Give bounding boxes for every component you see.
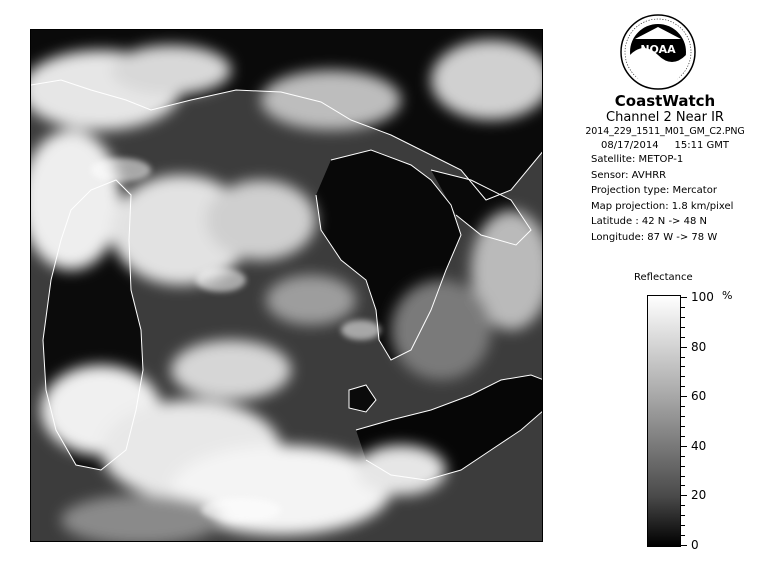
colorbar-minor-tick — [681, 505, 685, 506]
colorbar-tick-label: 0 — [691, 538, 699, 552]
colorbar-minor-tick — [681, 327, 685, 328]
map-projection-info: Map projection: 1.8 km/pixel — [591, 200, 734, 212]
sensor-info: Sensor: AVHRR — [591, 169, 667, 181]
colorbar-minor-tick — [681, 525, 685, 526]
brand-title: CoastWatch — [614, 92, 716, 110]
colorbar-minor-tick — [681, 366, 685, 367]
colorbar-minor-tick — [681, 376, 685, 377]
time-text: 15:11 GMT — [674, 140, 730, 151]
colorbar-major-tick — [681, 347, 687, 348]
colorbar-minor-tick — [681, 416, 685, 417]
legend-unit: % — [722, 289, 733, 302]
file-name: 2014_229_1511_M01_GM_C2.PNG — [585, 126, 745, 137]
colorbar-tick-label: 80 — [691, 339, 707, 354]
colorbar-minor-tick — [681, 476, 685, 477]
colorbar-minor-tick — [681, 406, 685, 407]
colorbar-major-tick — [681, 495, 687, 496]
colorbar-minor-tick — [681, 515, 685, 516]
colorbar-tick-label: 60 — [691, 389, 707, 404]
satellite-image — [31, 30, 543, 542]
colorbar-minor-tick — [681, 456, 685, 457]
colorbar-minor-tick — [681, 386, 685, 387]
colorbar-minor-tick — [681, 317, 685, 318]
colorbar-major-tick — [681, 545, 687, 546]
colorbar-minor-tick — [681, 426, 685, 427]
colorbar-major-tick — [681, 396, 687, 397]
info-panel — [565, 92, 765, 245]
channel-label: Channel 2 Near IR — [606, 110, 724, 125]
date-time — [565, 139, 765, 152]
noaa-logo-text: NOAA — [640, 43, 676, 56]
satellite-info: Satellite: METOP-1 — [591, 154, 684, 165]
colorbar-minor-tick — [681, 485, 685, 486]
colorbar-minor-tick — [681, 535, 685, 536]
colorbar-minor-tick — [681, 436, 685, 437]
colorbar-major-tick — [681, 297, 687, 298]
legend-title: Reflectance — [634, 272, 693, 283]
colorbar-minor-tick — [681, 337, 685, 338]
latitude-info: Latitude : 42 N -> 48 N — [591, 216, 707, 227]
colorbar-minor-tick — [681, 357, 685, 358]
projection-type-info: Projection type: Mercator — [591, 185, 717, 196]
satellite-map — [30, 29, 543, 542]
colorbar-tick-label: 40 — [691, 438, 707, 453]
noaa-logo-icon — [619, 13, 697, 91]
colorbar-minor-tick — [681, 307, 685, 308]
reflectance-colorbar — [647, 295, 681, 547]
colorbar-tick-label: 100 — [691, 290, 714, 304]
colorbar-major-tick — [681, 446, 687, 447]
colorbar-minor-tick — [681, 466, 685, 467]
date-text: 08/17/2014 — [600, 140, 659, 151]
colorbar-tick-label: 20 — [691, 488, 707, 503]
longitude-info: Longitude: 87 W -> 78 W — [591, 231, 718, 243]
